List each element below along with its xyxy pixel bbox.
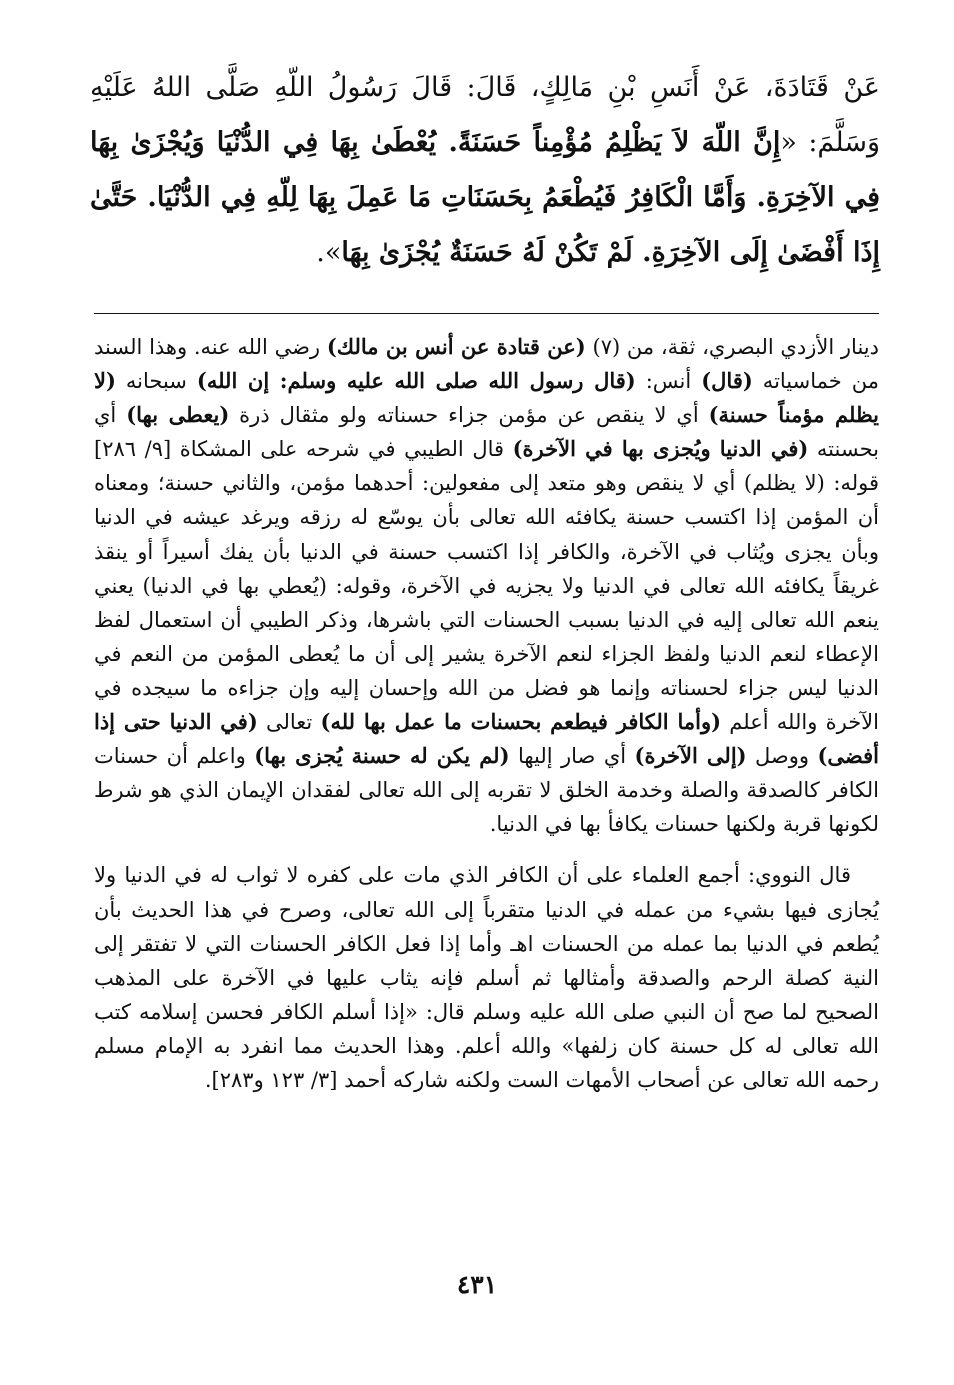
commentary-quote: (قال) bbox=[701, 368, 753, 394]
commentary-quote: (إلى الآخرة) bbox=[634, 743, 747, 769]
commentary-segment: أنس: bbox=[635, 369, 702, 394]
commentary-paragraph-1 bbox=[94, 330, 879, 841]
commentary-quote: (وأما الكافر فيطعم بحسنات ما عمل بها لله) bbox=[320, 709, 722, 735]
commentary-segment: قال الطيبي في شرحه على المشكاة [٩/ ٢٨٦] قوله: (لا يظلم) أي لا ينقص وهو متعد إلى مفعولين: أحدهما مؤمن، والثاني حسنة؛ ومعناه أن المؤمن إذا اكتسب حسنة يكافئه الله تعالى بأن يوسّع له رزقه ويرغد عيشه في الدنيا وبأن يجزى ويُثاب في الآخرة، والكافر إذا اكتسب حسنة في الدنيا بأن يفك أسيراً أو ينقذ غريقاً يكافئه الله تعالى في الدنيا ولا يجزيه في الآخرة، وقوله: (يُعطي بها في الدنيا) يعني ينعم الله تعالى إليه في الدنيا بسبب الحسنات التي باشرها، وذكر الطيبي أن استعمال لفظ الإعطاء لنعم الدنيا ولفظ الجزاء لنعم الآخرة يشير إلى أن ما يُعطى المؤمن من النعم في الدنيا ليس جزاء لحسناته وإنما هو فضل من الله وإحسان إليه وإن جزاءه ما سيجده في الآخرة والله أعلم bbox=[94, 437, 880, 735]
commentary-quote: (قال رسول الله صلى الله عليه وسلم: إن الله) bbox=[196, 368, 636, 394]
commentary-segment: أي بحسنته bbox=[94, 403, 879, 462]
commentary-segment: ووصل bbox=[746, 744, 818, 769]
hadith-matn: إِنَّ اللّهَ لاَ يَظْلِمُ مُؤْمِناً حَسَنَةً. يُعْطَىٰ بِهَا فِي الدُّنْيَا وَيُجْزَىٰ بِهَا فِي الآخِرَةِ. وَأَمَّا الْكَافِرُ فَيُطْعَمُ بِحَسَنَاتِ مَا عَمِلَ بِهَا لِلّهِ فِي الدُّنْيَا. حَتَّىٰ إِذَا أَفْضَىٰ إِلَى الآخِرَةِ. لَمْ تَكُنْ لَهُ حَسَنَةٌ يُجْزَىٰ بِهَا bbox=[90, 127, 880, 268]
commentary-segment: رضي الله عنه. وهذا السند من خماسياته bbox=[94, 335, 879, 394]
commentary-segment: دينار الأزدي البصري، ثقة، من (٧) bbox=[585, 335, 879, 359]
commentary-quote: (لم يكن له حسنة يُجزى بها) bbox=[254, 743, 510, 769]
hadith-block bbox=[90, 60, 880, 280]
commentary-segment: تعالى bbox=[257, 710, 321, 735]
commentary-quote: (يعطى بها) bbox=[126, 402, 230, 428]
commentary-quote: (في الدنيا حتى إذا أفضى) bbox=[94, 709, 879, 769]
commentary-quote: (في الدنيا ويُجزى بها في الآخرة) bbox=[512, 436, 809, 462]
hadith-text bbox=[90, 60, 880, 280]
commentary-paragraph-2: قال النووي: أجمع العلماء على أن الكافر الذي مات على كفره لا ثواب له في الدنيا ولا يُجازى فيها بشيء من عمله في الدنيا متقرباً إلى الله تعالى، وصرح في هذا الحديث بأن يُطعم في الدنيا بما عمله من الحسنات اهـ وأما إذا فعل الكافر الحسنات التي لا تفتقر إلى النية كصلة الرحم والصدقة وأمثالها ثم أسلم فإنه يثاب عليها في الآخرة على المذهب الصحيح لما صح أن النبي صلى الله عليه وسلم قال: «إذا أسلم الكافر فحسن إسلامه كتب الله تعالى له كل حسنة كان زلفها» والله أعلم. وهذا الحديث مما انفرد به الإمام مسلم رحمه الله تعالى عن أصحاب الأمهات الست ولكنه شاركه أحمد [٣/ ١٢٣ و٢٨٣]. bbox=[94, 863, 879, 1092]
commentary-quote: (عن قتادة عن أنس بن مالك) bbox=[326, 334, 586, 359]
commentary-segment: سبحانه bbox=[115, 369, 197, 394]
commentary bbox=[94, 330, 879, 1097]
commentary-quote: (لا يظلم مؤمناً حسنة) bbox=[94, 368, 880, 428]
hadith-closing: ». bbox=[316, 237, 342, 268]
commentary-segment: واعلم أن حسنات الكافر كالصدقة والصلة وخدمة الخلق لا تقربه إلى الله تعالى لفقدان الإيمان الذي هو شرط لكونها قربة ولكنها حسنات يكافأ بها في الدنيا. bbox=[94, 744, 879, 837]
page-number: ٤٣١ bbox=[456, 1270, 498, 1299]
footnote-divider bbox=[94, 313, 879, 314]
commentary-segment: أي لا ينقص عن مؤمن جزاء حسناته ولو مثقال ذرة bbox=[229, 403, 709, 428]
hadith-isnad: عَنْ قَتَادَةَ، عَنْ أَنَسِ بْنِ مَالِكٍ، قَالَ: قَالَ رَسُولُ اللّهِ صَلَّى اللهُ عَلَيْهِ وَسَلَّمَ: « bbox=[90, 72, 880, 158]
commentary-segment: أي صار إليها bbox=[509, 744, 635, 769]
